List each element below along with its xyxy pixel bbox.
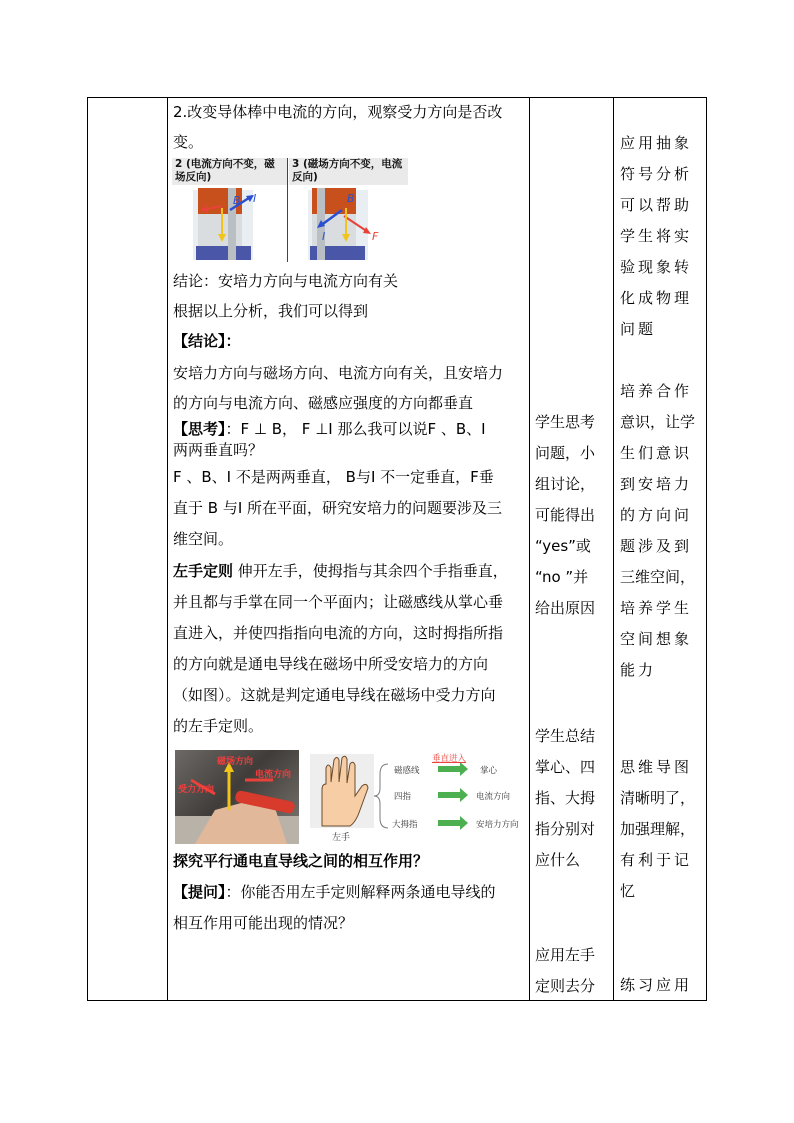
photo-label-force: 受力方向 bbox=[178, 785, 215, 795]
intent-line: 问题 bbox=[620, 320, 657, 338]
intent-line: 忆 bbox=[620, 882, 639, 900]
activity-line: “yes”或 bbox=[535, 537, 591, 555]
activity-line: 给出原因 bbox=[535, 599, 596, 617]
column-border bbox=[613, 97, 614, 1001]
paragraph-line: 直进入，并使四指指向电流的方向，这时拇指所指 bbox=[173, 624, 504, 642]
figure-caption-left: 2 (电流方向不变，磁场反向) bbox=[172, 158, 287, 185]
activity-line: “no ”并 bbox=[535, 568, 589, 586]
map-left-label: 四指 bbox=[394, 792, 412, 802]
activity-line: 掌心、四 bbox=[535, 758, 596, 776]
paragraph-line: 的方向就是通电导线在磁场中所受安培力的方向 bbox=[173, 655, 489, 673]
intent-line: 能力 bbox=[620, 661, 657, 679]
intent-line: 学生将实 bbox=[620, 227, 693, 245]
paragraph-line: 根据以上分析，我们可以得到 bbox=[173, 302, 369, 320]
paragraph-line: 结论：安培力方向与电流方向有关 bbox=[173, 272, 399, 290]
ask-text: ：你能否用左手定则解释两条通电导线的 bbox=[225, 883, 496, 901]
intent-line: 生们意识 bbox=[620, 444, 693, 462]
think-text: ：F ⊥ B， F ⊥I 那么我可以说F 、B、I bbox=[225, 420, 486, 438]
explore-heading: 探究平行通电直导线之间的相互作用？ bbox=[173, 852, 429, 870]
intent-line: 培养学生 bbox=[620, 599, 693, 617]
paragraph-line: 2.改变导体棒中电流的方向，观察受力方向是否改 bbox=[173, 103, 503, 121]
rule-heading: 左手定则 bbox=[173, 562, 234, 580]
map-right-label: 掌心 bbox=[480, 766, 498, 776]
column-border bbox=[706, 97, 707, 1001]
photo-label-current: 电流方向 bbox=[255, 770, 292, 780]
intent-line: 三维空间， bbox=[620, 568, 696, 586]
activity-line: 指分别对 bbox=[535, 820, 596, 838]
intent-line: 验现象转 bbox=[620, 258, 693, 276]
map-right-label: 安培力方向 bbox=[476, 820, 519, 830]
paragraph-line: 变。 bbox=[173, 133, 204, 151]
table-bottom-border bbox=[87, 1000, 707, 1001]
left-hand-rule bbox=[173, 561, 508, 581]
paragraph-line: 的方向与电流方向、磁感应强度的方向都垂直 bbox=[173, 394, 474, 412]
activity-line: 学生总结 bbox=[535, 727, 596, 745]
intent-line: 培养合作 bbox=[620, 382, 693, 400]
experiment-figure bbox=[172, 158, 408, 262]
current-label: I bbox=[253, 192, 257, 205]
paragraph-line: 相互作用可能出现的情况？ bbox=[173, 914, 354, 932]
map-left-label: 大拇指 bbox=[392, 820, 418, 830]
student-activity-block bbox=[535, 721, 595, 876]
design-intent-block bbox=[620, 128, 692, 345]
intent-line: 空间想象 bbox=[620, 630, 693, 648]
intent-line: 的方向问 bbox=[620, 506, 693, 524]
activity-line: 应用左手 bbox=[535, 946, 596, 964]
activity-line: 问题，小 bbox=[535, 444, 596, 462]
figure-caption-right: 3 (磁场方向不变，电流反向) bbox=[289, 158, 408, 185]
activity-line: 学生思考 bbox=[535, 413, 596, 431]
paragraph-line: 安培力方向与磁场方向、电流方向有关，且安培力 bbox=[173, 364, 504, 382]
think-question bbox=[173, 419, 486, 439]
activity-line: 应什么 bbox=[535, 851, 581, 869]
column-border bbox=[167, 97, 168, 1001]
intent-line: 练习应用 bbox=[620, 976, 693, 994]
conclusion-heading: 【结论】： bbox=[173, 332, 241, 350]
force-label: F bbox=[201, 203, 208, 216]
intent-line: 思维导图 bbox=[620, 758, 693, 776]
experiment-illustration bbox=[172, 158, 408, 262]
paragraph-line: （如图）。这就是判定通电导线在磁场中受力方向 bbox=[173, 686, 496, 704]
intent-line: 题涉及到 bbox=[620, 537, 693, 555]
paragraph-line: 直于 B 与I 所在平面，研究安培力的问题要涉及三 bbox=[173, 499, 503, 517]
map-right-label: 电流方向 bbox=[476, 792, 511, 802]
hand-caption: 左手 bbox=[332, 833, 351, 843]
think-heading: 【思考】 bbox=[173, 420, 226, 438]
field-label: B bbox=[347, 192, 355, 205]
column-border bbox=[87, 97, 88, 1001]
intent-line: 加强理解， bbox=[620, 820, 696, 838]
intent-line: 化成物理 bbox=[620, 289, 693, 307]
design-intent-block bbox=[620, 970, 692, 1001]
left-hand-photo bbox=[175, 750, 299, 844]
ask-heading: 【提问】 bbox=[173, 883, 226, 901]
force-label: F bbox=[372, 230, 379, 243]
student-activity-block bbox=[535, 940, 595, 1002]
rule-text: 伸开左手，使拇指与其余四个手指垂直， bbox=[233, 562, 508, 580]
ask-question bbox=[173, 882, 496, 902]
activity-line: 指、大拇 bbox=[535, 789, 596, 807]
design-intent-block bbox=[620, 376, 695, 686]
intent-line: 有利于记 bbox=[620, 851, 693, 869]
design-intent-block bbox=[620, 752, 695, 907]
intent-line: 可以帮助 bbox=[620, 196, 693, 214]
map-note: 垂直进入 bbox=[432, 754, 467, 764]
student-activity-block bbox=[535, 407, 595, 624]
intent-line: 清晰明了， bbox=[620, 789, 696, 807]
activity-line: 可能得出 bbox=[535, 506, 596, 524]
table-top-border bbox=[87, 97, 707, 98]
left-hand-mindmap bbox=[310, 752, 524, 844]
map-left-label: 磁感线 bbox=[394, 766, 420, 776]
intent-line: 符号分析 bbox=[620, 165, 693, 183]
activity-line: 定则去分 bbox=[535, 977, 596, 995]
column-border bbox=[529, 97, 530, 1001]
field-label: B bbox=[233, 194, 241, 207]
intent-line: 到安培力 bbox=[620, 475, 693, 493]
paragraph-line: 两两垂直吗？ bbox=[173, 441, 264, 459]
activity-line: 组讨论， bbox=[535, 475, 596, 493]
paragraph-line: F 、B、I 不是两两垂直， B与I 不一定垂直，F垂 bbox=[173, 468, 494, 486]
paragraph-line: 并且都与手掌在同一个平面内；让磁感线从掌心垂 bbox=[173, 593, 504, 611]
photo-label-field: 磁场方向 bbox=[217, 757, 254, 767]
intent-line: 意识，让学 bbox=[620, 413, 696, 431]
paragraph-line: 的左手定则。 bbox=[173, 717, 264, 735]
current-label: I bbox=[322, 230, 326, 243]
intent-line: 应用抽象 bbox=[620, 134, 693, 152]
paragraph-line: 维空间。 bbox=[173, 530, 234, 548]
